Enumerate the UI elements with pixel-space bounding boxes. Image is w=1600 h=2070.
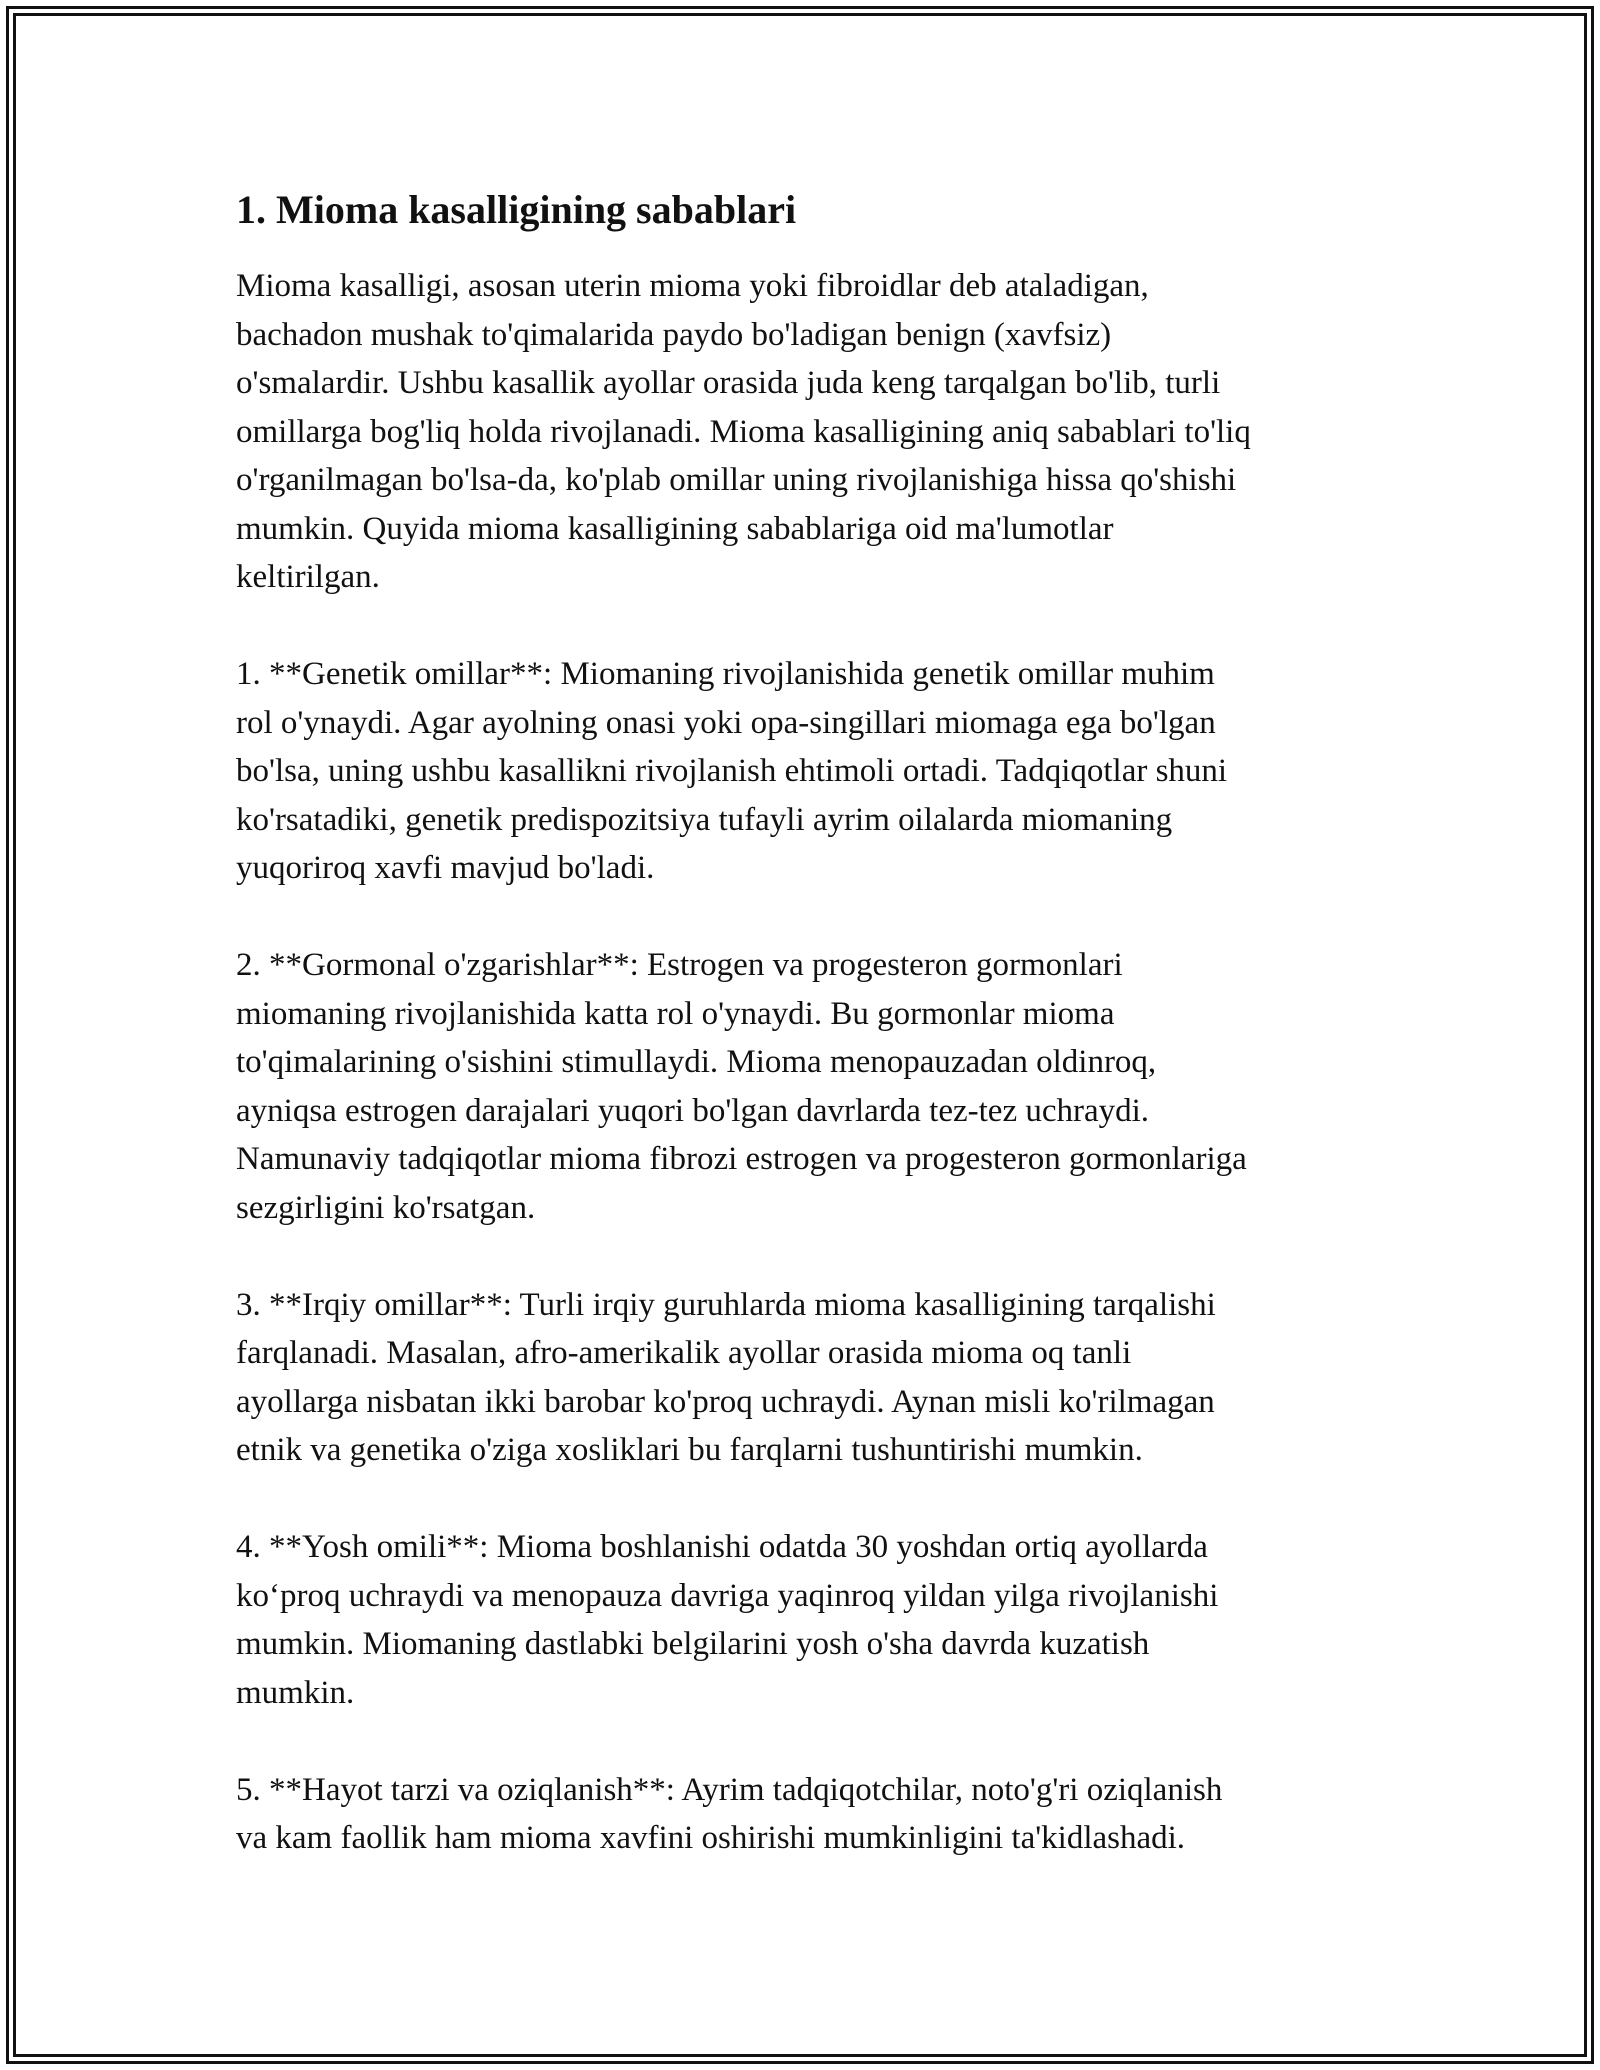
genetic-factors-paragraph: 1. **Genetik omillar**: Miomaning rivojlanishida genetik omillar muhim rol o'ynaydi. Agar ayolning onasi yoki opa-singillari miomaga ega bo'lgan bo'lsa, uning ushbu kasallikni rivojlanish ehtimoli ortadi. Tadqiqotlar shuni ko'rsatadiki, genetik predispozitsiya tufayli ayrim oilalarda miomaning yuqoriroq xavfi mavjud bo'ladi. <box>236 656 1228 886</box>
age-factor-paragraph: 4. **Yosh omili**: Mioma boshlanishi odatda 30 yoshdan ortiq ayollarda ko‘proq uchraydi va menopauza davriga yaqinroq yildan yilga rivojlanishi mumkin. Miomaning dastlabki belgilarini yosh o'sha davrda kuzatish mumkin. <box>236 1529 1219 1711</box>
document-title: 1. Mioma kasalligining sabablari <box>236 187 797 232</box>
lifestyle-nutrition-paragraph: 5. **Hayot tarzi va oziqlanish**: Ayrim tadqiqotchilar, noto'g'ri oziqlanish va kam faollik ham mioma xavfini oshirishi mumkinligini ta'kidlashadi. <box>236 1771 1223 1856</box>
hormonal-changes-paragraph: 2. **Gormonal o'zgarishlar**: Estrogen va progesteron gormonlari miomaning rivojlanishida katta rol o'ynaydi. Bu gormonlar mioma to'qimalarining o'sishini stimullaydi. Mioma menopauzadan oldinroq, ayniqsa estrogen darajalari yuqori bo'lgan davrlarda tez-tez uchraydi. Namunaviy tadqiqotlar mioma fibrozi estrogen va progesteron gormonlariga sezgirligini ko'rsatgan. <box>236 947 1247 1226</box>
racial-factors-paragraph: 3. **Irqiy omillar**: Turli irqiy guruhlarda mioma kasalligining tarqalishi farqlanadi. Masalan, afro-amerikalik ayollar orasida mioma oq tanli ayollarga nisbatan ikki barobar ko'proq uchraydi. Aynan misli ko'rilmagan etnik va genetika o'ziga xosliklari bu farqlarni tushuntirishi mumkin. <box>236 1286 1216 1468</box>
intro-paragraph: Mioma kasalligi, asosan uterin mioma yoki fibroidlar deb ataladigan, bachadon mushak to'qimalarida paydo bo'ladigan benign (xavfsiz) o'smalardir. Ushbu kasallik ayollar orasida juda keng tarqalgan bo'lib, turli omillarga bog'liq holda rivojlanadi. Mioma kasalligining aniq sabablari to'liq o'rganilmagan bo'lsa-da, ko'plab omillar uning rivojlanishiga hissa qo'shishi mumkin. Quyida mioma kasalligining sabablariga oid ma'lumotlar keltirilgan. <box>236 268 1251 595</box>
document-body <box>236 186 1396 1911</box>
